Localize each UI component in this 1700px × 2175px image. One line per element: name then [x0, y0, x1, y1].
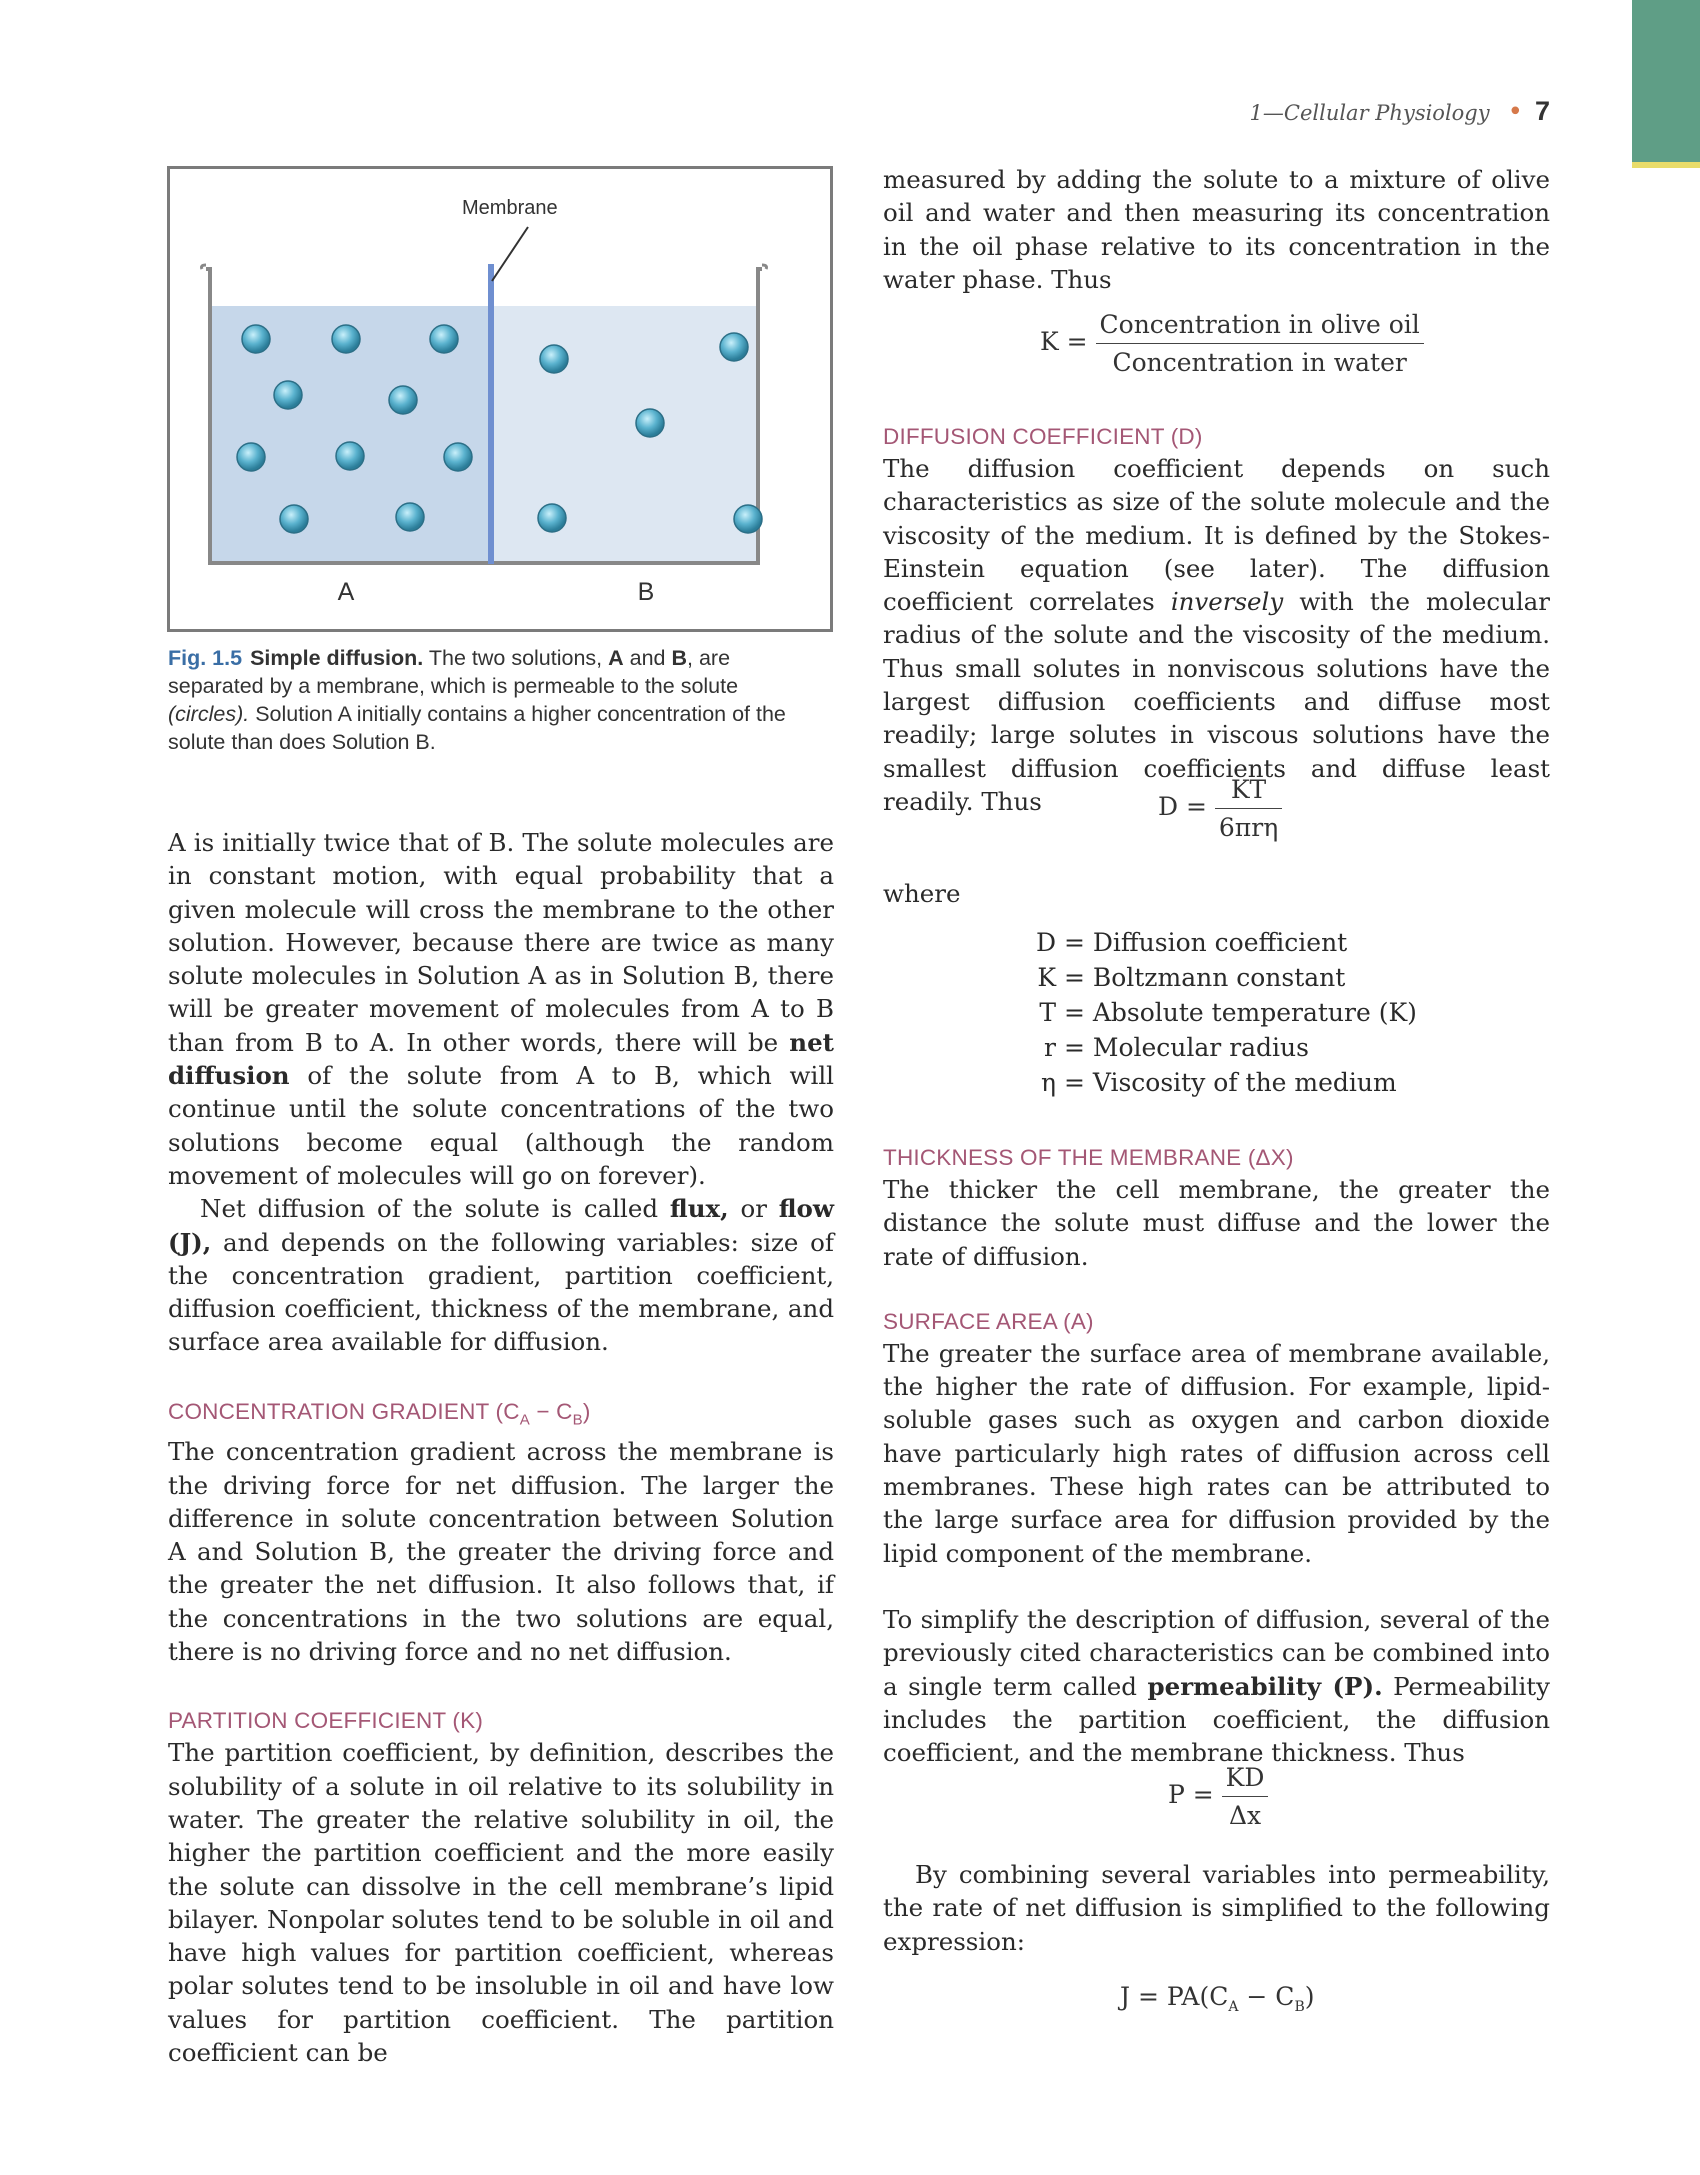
symbol: K	[1037, 963, 1056, 992]
denominator: Concentration in water	[1112, 348, 1407, 377]
paragraph: The concentration gradient across the membrane is the driving force for net diffusion. The larger the difference in solute concentration between Solution A and Solution B, the greater the driving force and the greater the net diffusion. It also follows that, if the concentrations in the two solutions are equal, there is no driving force and no net diffusion.	[168, 1437, 834, 1667]
caption-text: The two solutions,	[428, 646, 609, 670]
definition-row	[1028, 925, 1417, 960]
membrane-label: Membrane	[462, 197, 558, 219]
equation-partition	[1040, 310, 1424, 377]
solute-particle	[538, 504, 566, 532]
solution-b	[493, 306, 758, 561]
heading-partition-coefficient: PARTITION COEFFICIENT (K)	[168, 1708, 484, 1734]
figure-diffusion	[167, 166, 833, 632]
denominator: 6πrη	[1218, 813, 1279, 842]
paragraph	[168, 826, 834, 1192]
right-column-top	[883, 163, 1550, 296]
caption-b: B	[671, 646, 688, 670]
solute-particle	[734, 505, 762, 533]
definition: = Absolute temperature (K)	[1063, 998, 1417, 1027]
fraction	[1096, 310, 1424, 377]
caption-text: , are separated by a membrane, which is permeable to the solute	[168, 646, 739, 698]
symbol: T	[1039, 998, 1056, 1027]
right-column-lower	[883, 1143, 1550, 1769]
solute-particle	[242, 325, 270, 353]
page-number: 7	[1534, 96, 1550, 126]
label-b: B	[637, 578, 655, 606]
equation-flux	[1120, 1982, 1315, 2015]
membrane-pointer	[492, 227, 528, 281]
definition: = Molecular radius	[1063, 1033, 1309, 1062]
left-column	[168, 826, 834, 2069]
symbol: D	[1035, 928, 1056, 957]
where-label	[883, 877, 1550, 910]
text: or	[728, 1194, 779, 1224]
running-head	[1250, 96, 1550, 127]
text: Net diffusion of the solute is called	[200, 1194, 670, 1224]
caption-a: A	[608, 646, 624, 670]
term-flow: flow (J),	[168, 1194, 834, 1257]
solute-particle	[636, 409, 664, 437]
membrane	[488, 264, 494, 564]
definition: = Boltzmann constant	[1063, 963, 1346, 992]
equation-text: )	[1304, 1982, 1315, 2011]
equation-lhs: P =	[1168, 1780, 1214, 1809]
text: Permeability includes the partition coefficient, the diffusion coefficient, and the membrane thickness. Thus	[883, 1671, 1550, 1768]
equation-stokes-einstein	[1158, 775, 1282, 842]
symbol: η	[1041, 1068, 1056, 1097]
text: with the molecular radius of the solute and the viscosity of the medium. Thus small solutes in nonviscous solutions have the largest diffusion coefficients and diffuse most readily; large solutes in viscous solutions have the smallest diffusion coefficients and diffuse least readily. Thus	[883, 587, 1550, 816]
heading-surface-area: SURFACE AREA (A)	[883, 1308, 1094, 1334]
beaker-lip-right	[762, 265, 767, 269]
equation-lhs: K =	[1040, 327, 1088, 356]
heading-text: CONCENTRATION GRADIENT (C	[168, 1398, 520, 1424]
running-head-section: 1—Cellular Physiology	[1249, 101, 1490, 125]
subscript: B	[572, 1411, 583, 1429]
paragraph: measured by adding the solute to a mixture of olive oil and water and then measuring its concentration in the oil phase relative to its concentration in the water phase. Thus	[883, 165, 1550, 294]
paragraph	[883, 1603, 1550, 1769]
paragraph: The thicker the cell membrane, the greater the distance the solute must diffuse and the lower the rate of diffusion.	[883, 1175, 1550, 1271]
definition-row	[1028, 960, 1417, 995]
variable-definitions	[1028, 925, 1417, 1100]
heading-thickness: THICKNESS OF THE MEMBRANE (ΔX)	[883, 1145, 1294, 1170]
paragraph: By combining several variables into permeability, the rate of net diffusion is simplified to the following expression:	[883, 1860, 1550, 1956]
solute-particle	[336, 442, 364, 470]
caption-text: Solution A initially contains a higher concentration of the solute than does Solution B.	[168, 702, 786, 754]
heading-text: − C	[529, 1398, 573, 1424]
heading-diffusion-coefficient: DIFFUSION COEFFICIENT (D)	[883, 424, 1203, 449]
chapter-tab-stripe	[1632, 162, 1700, 168]
symbol: r	[1044, 1033, 1056, 1062]
figure-number: Fig. 1.5	[168, 646, 243, 670]
equation-text: J = PA(C	[1120, 1982, 1229, 2011]
fraction	[1215, 775, 1282, 842]
paragraph: The partition coefficient, by definition, describes the solubility of a solute in oil relative to its solubility in water. The greater the relative solubility in oil, the higher the partition coefficient and the more easily the solute can dissolve in the cell membrane’s lipid bilayer. Nonpolar solutes tend to be soluble in oil and have high values for partition coefficient, whereas polar solutes tend to be insoluble in oil and have low values for partition coefficient. The partition coefficient can be	[168, 1738, 834, 2067]
paragraph: The greater the surface area of membrane available, the higher the rate of diffusion. For example, lipid-soluble gases such as oxygen and carbon dioxide have particularly high rates of diffusion across cell membranes. These high rates can be attributed to the large surface area for diffusion provided by the lipid component of the membrane.	[883, 1338, 1550, 1568]
where-text: where	[883, 879, 961, 908]
definition-row	[1028, 1030, 1417, 1065]
right-column-final	[883, 1858, 1550, 1958]
text: To simplify the description of diffusion, several of the previously cited characteristics can be combined into a single term called	[883, 1604, 1550, 1701]
fraction	[1222, 1763, 1269, 1830]
numerator: Concentration in olive oil	[1096, 310, 1424, 344]
term-flux: flux,	[669, 1194, 729, 1224]
term-net-diffusion: net diffusion	[168, 1027, 834, 1091]
text: and depends on the following variables: size of the concentration gradient, partition coefficient, diffusion coefficient, thickness of the membrane, and surface area available for diffusion.	[168, 1227, 834, 1357]
text: The diffusion coefficient depends on such characteristics as size of the solute molecule and the viscosity of the medium. It is defined by the Stokes-Einstein equation (see later). The diffusion coefficient correlates	[883, 454, 1550, 617]
subscript: A	[1228, 1999, 1239, 2015]
term-permeability: permeability (P).	[1147, 1671, 1383, 1701]
caption-text: and	[623, 646, 672, 670]
diffusion-diagram	[170, 169, 830, 629]
text: A is initially twice that of B. The solute molecules are in constant motion, with equal probability that a given molecule will cross the membrane to the other solution. However, because there are twice as many solute molecules in Solution A as in Solution B, there will be greater movement of molecules from A to B than from B to A. In other words, there will be	[168, 828, 834, 1057]
figure-caption	[168, 644, 808, 756]
text: of the solute from A to B, which will continue until the solute concentrations of the two solutions become equal (although the random movement of molecules will go on forever).	[168, 1061, 834, 1190]
solute-particle	[430, 325, 458, 353]
denominator: Δx	[1228, 1801, 1262, 1830]
running-head-bullet: •	[1507, 97, 1523, 127]
paragraph	[168, 1192, 834, 1358]
definition: = Diffusion coefficient	[1063, 928, 1348, 957]
solute-particle	[332, 325, 360, 353]
solute-particle	[396, 503, 424, 531]
numerator: KD	[1222, 1763, 1269, 1797]
subscript: B	[1294, 1999, 1305, 2015]
emphasis: inversely	[1170, 587, 1284, 617]
solute-particle	[540, 345, 568, 373]
right-column-diffusion	[883, 422, 1550, 818]
solute-particle	[280, 505, 308, 533]
heading-concentration-gradient	[168, 1397, 834, 1436]
label-a: A	[337, 578, 355, 606]
definition-row	[1028, 995, 1417, 1030]
chapter-tab	[1632, 0, 1700, 162]
solute-particle	[389, 386, 417, 414]
paragraph	[883, 452, 1550, 818]
solute-particle	[720, 333, 748, 361]
equation-lhs: D =	[1158, 792, 1207, 821]
caption-circles: (circles).	[168, 702, 250, 726]
equation-text: − C	[1238, 1982, 1295, 2011]
beaker-lip-left	[202, 265, 207, 269]
subscript: A	[519, 1411, 530, 1429]
figure-title: Simple diffusion.	[250, 646, 424, 670]
solute-particle	[237, 443, 265, 471]
definition: = Viscosity of the medium	[1063, 1068, 1397, 1097]
heading-text: )	[582, 1398, 591, 1424]
numerator: KT	[1215, 775, 1282, 809]
solute-particle	[444, 443, 472, 471]
definition-row	[1028, 1065, 1417, 1100]
solute-particle	[274, 381, 302, 409]
equation-permeability	[1168, 1763, 1268, 1830]
